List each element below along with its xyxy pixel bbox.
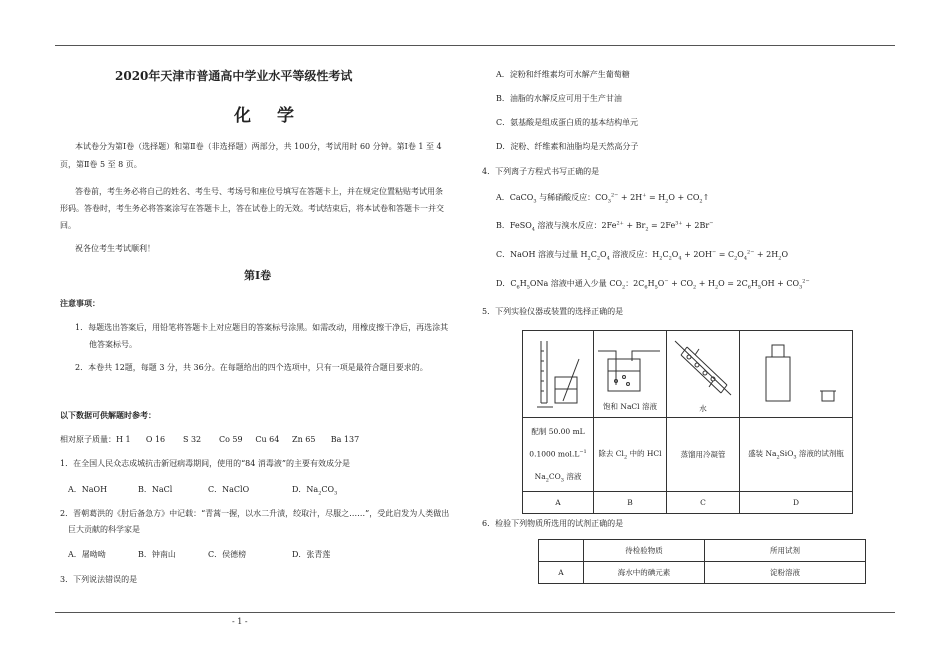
- intro-line: 页，第Ⅱ卷 5 至 8 页。: [60, 160, 142, 169]
- reference-title: 以下数据可供解题时参考：: [60, 410, 156, 420]
- apparatus-c-cell: [667, 331, 740, 418]
- q3-option-b: B．油脂的水解反应可用于生产甘油: [496, 94, 622, 103]
- subject-title: 化学: [234, 106, 320, 126]
- exam-title: 2020年天津市普通高中学业水平等级性考试: [115, 69, 353, 83]
- table-cell: 淀粉溶液: [705, 562, 866, 584]
- apparatus-table: [522, 330, 853, 514]
- q1-stem: 1．在全国人民众志成城抗击新冠病毒期间，使用的“84 消毒液”的主要有效成分是: [60, 459, 350, 468]
- volumetric-flask-icon: [523, 331, 593, 415]
- q4-option-c: C．NaOH 溶液与过量 $H_2C_2O_4$ 溶液反应：$H_2C_2O_4 + 2OH^- = C_2O_4^{2-} + 2H_2O$: [496, 249, 788, 262]
- apparatus-b-cell: [594, 331, 667, 418]
- apparatus-letter: D: [740, 492, 853, 514]
- q4-stem: 4．下列离子方程式书写正确的是: [482, 167, 600, 176]
- condenser-icon: [667, 335, 739, 401]
- notice-title: 注意事项：: [60, 298, 100, 308]
- intro-line: 回。: [60, 221, 76, 230]
- q2-stem: 巨大贡献的科学家是: [68, 525, 140, 534]
- intro-line: 本试卷分为第Ⅰ卷（选择题）和第Ⅱ卷（非选择题）两部分，共 100分，考试用时 60 分钟。第Ⅰ卷 1 至 4: [75, 142, 442, 151]
- table-header-cell: 待检验物质: [584, 540, 705, 562]
- intro-line: 形码。答卷时，考生务必将答案涂写在答题卡上，答在试卷上的无效。考试结束后，将本试卷和答题卡一并交: [60, 204, 444, 213]
- q3-option-c: C．氨基酸是组成蛋白质的基本结构单元: [496, 118, 639, 127]
- table-row: [539, 562, 866, 584]
- section-title: 第Ⅰ卷: [244, 269, 272, 282]
- q1-option-a: A．NaOH: [68, 485, 108, 494]
- table-header-cell: 所用试剂: [705, 540, 866, 562]
- apparatus-letter: A: [523, 492, 594, 514]
- apparatus-c-desc: 蒸馏用冷凝管: [667, 418, 740, 492]
- notice-line: 1．每题选出答案后，用铅笔将答题卡上对应题目的答案标号涂黑。如需改动，用橡皮擦干净后，再选涂其: [75, 323, 449, 332]
- apparatus-d-desc: 盛装 $Na_2SiO_3$ 溶液的试剂瓶: [740, 418, 853, 492]
- intro-line: 祝各位考生考试顺利！: [75, 244, 155, 253]
- q3-option-d: D．淀粉、纤维素和油脂均是天然高分子: [496, 142, 639, 151]
- table-header-cell: [539, 540, 584, 562]
- q2-option-a: A．屠呦呦: [68, 550, 106, 559]
- q6-stem: 6．检验下列物质所选用的试剂正确的是: [482, 519, 624, 528]
- top-rule: [55, 45, 895, 46]
- q4-option-d: D．$C_6H_5ONa$ 溶液中通入少量 $CO_2$：$2C_6H_5O^- + CO_2 + H_2O = 2C_6H_5OH + CO_3^{2-}$: [496, 278, 810, 291]
- atomic-masses: 相对原子质量：H 1 O 16 S 32 Co 59 Cu 64 Zn 65 Ba 137: [60, 435, 360, 444]
- apparatus-c-label: 水: [699, 403, 707, 413]
- apparatus-a-cell: [523, 331, 594, 418]
- q2-stem: 2．晋朝葛洪的《肘后备急方》中记载：“青蒿一握，以水二升渍，绞取汁，尽服之……”，受此启发为人类做出: [60, 509, 450, 518]
- q3-stem: 3．下列说法错误的是: [60, 575, 138, 584]
- q2-option-c: C．侯德榜: [208, 550, 247, 559]
- notice-line: 2．本卷共 12题，每题 3 分，共 36分。在每题给出的四个选项中，只有一项是最符合题目要求的。: [75, 363, 428, 372]
- q4-option-b: B．FeSO$_4$ 溶液与溴水反应：$2Fe^{2+} + Br_2 = 2Fe^{3+} + 2Br^-$: [496, 220, 714, 233]
- notice-line: 他答案标号。: [89, 340, 137, 349]
- intro-line: 答卷前，考生务必将自己的姓名、考生号、考场号和座位号填写在答题卡上，并在规定位置粘贴考试用条: [75, 187, 443, 196]
- q3-option-a: A．淀粉和纤维素均可水解产生葡萄糖: [496, 70, 630, 79]
- gas-washing-bottle-icon: [594, 337, 666, 399]
- q1-option-c: C．NaClO: [208, 485, 250, 494]
- apparatus-d-cell: [740, 331, 853, 418]
- apparatus-letter: C: [667, 492, 740, 514]
- q2-option-b: B．钟南山: [138, 550, 176, 559]
- reagent-bottle-icon: [740, 331, 852, 415]
- bottom-rule: [55, 612, 895, 613]
- apparatus-letter: B: [594, 492, 667, 514]
- q4-option-a: A．CaCO$_3$ 与稀硝酸反应：$CO_3^{2-} + 2H^+ = H_2O$ + $CO_2↑$: [496, 192, 710, 205]
- apparatus-b-desc: 除去 $Cl_2$ 中的 HCl: [594, 418, 667, 492]
- page-number: - 1 -: [232, 617, 248, 626]
- reagent-table: [538, 539, 866, 584]
- q5-stem: 5．下列实验仪器或装置的选择正确的是: [482, 307, 624, 316]
- table-row: [539, 540, 866, 562]
- table-cell: A: [539, 562, 584, 584]
- apparatus-b-label: 饱和 NaCl 溶液: [603, 401, 657, 411]
- table-cell: 海水中的碘元素: [584, 562, 705, 584]
- q2-option-d: D．张青莲: [292, 550, 331, 559]
- q1-option-b: B．NaCl: [138, 485, 173, 494]
- q1-option-d: D．$Na_2CO_3$: [292, 485, 338, 497]
- apparatus-a-desc: 配制 50.00 mL 0.1000 $mol.L^{-1}$ $Na_2CO_3$ 溶液: [523, 418, 594, 492]
